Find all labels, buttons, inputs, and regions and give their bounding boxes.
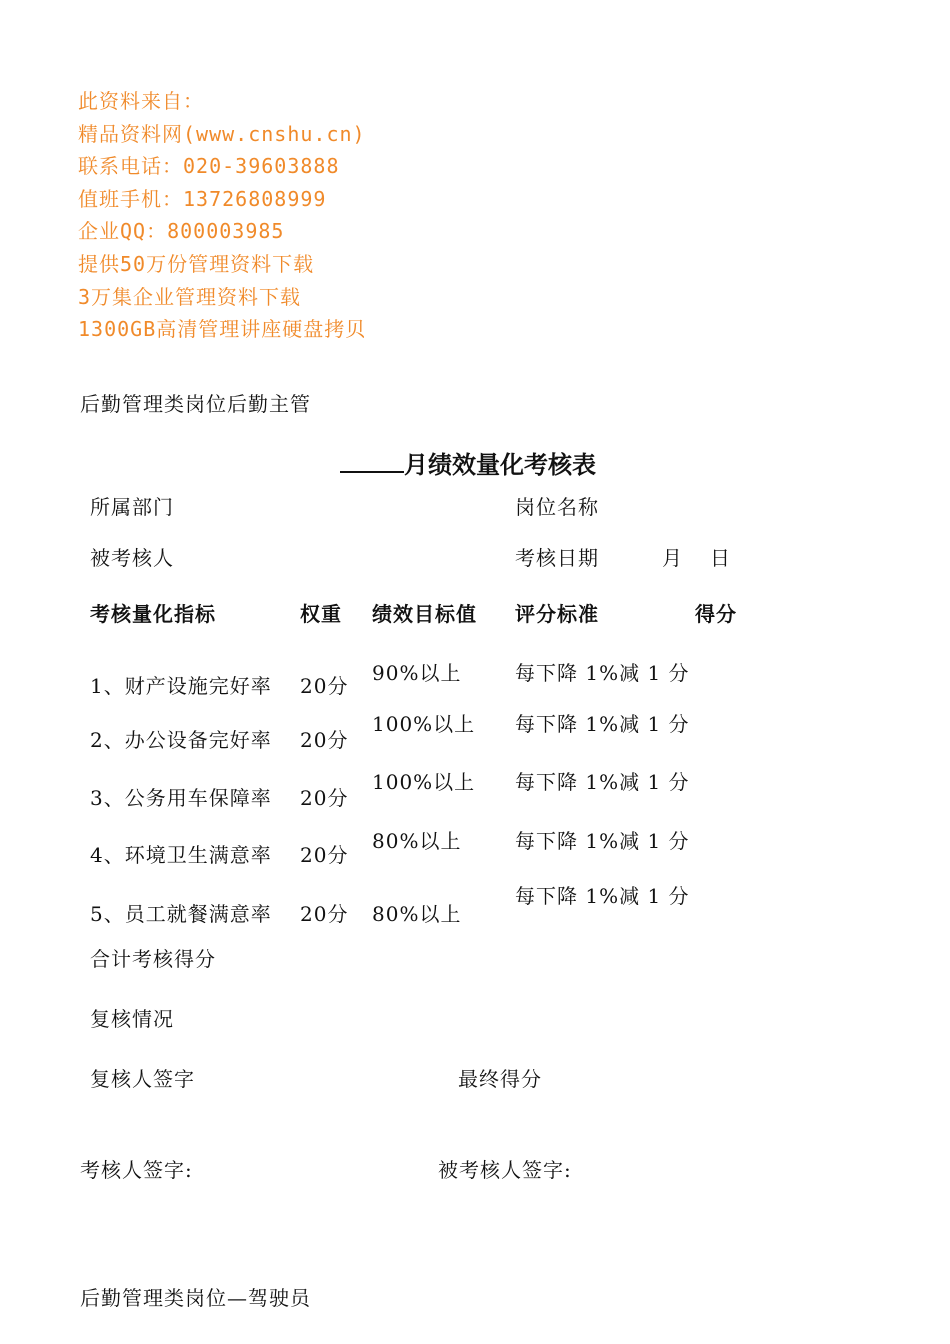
source-line: 值班手机：13726808999 [78,186,327,211]
row-indicator: 3、公务用车保障率 [90,786,272,810]
row-criteria: 每下降 1%减 1 分 [515,661,690,685]
date-label: 考核日期 [515,546,599,570]
row-target: 100%以上 [372,770,476,794]
row-indicator: 4、环境卫生满意率 [90,843,272,867]
section-heading: 后勤管理类岗位后勤主管 [80,392,311,416]
row-indicator: 5、员工就餐满意率 [90,902,272,926]
row-criteria: 每下降 1%减 1 分 [515,712,690,736]
row-criteria: 每下降 1%减 1 分 [515,770,690,794]
month-label: 月 [662,546,683,570]
header-indicator: 考核量化指标 [90,602,216,626]
row-criteria: 每下降 1%减 1 分 [515,884,690,908]
header-score: 得分 [695,602,737,626]
source-line: 企业QQ：800003985 [78,219,285,244]
source-line: 此资料来自： [78,89,204,113]
row-indicator: 2、办公设备完好率 [90,728,272,752]
section-heading: 后勤管理类岗位—驾驶员 [80,1286,311,1310]
total-score-label: 合计考核得分 [90,947,216,971]
row-indicator: 1、财产设施完好率 [90,674,272,698]
row-weight: 20分 [300,728,349,752]
position-label: 岗位名称 [515,495,599,519]
source-line: 联系电话：020-39603888 [78,154,340,179]
source-info-block [78,86,366,347]
final-score-label: 最终得分 [458,1067,542,1091]
dept-label: 所属部门 [90,495,174,519]
header-target: 绩效目标值 [372,602,477,626]
month-blank [340,449,404,473]
source-line: 精品资料网(www.cnshu.cn) [78,121,366,146]
row-weight: 20分 [300,674,349,698]
header-weight: 权重 [300,602,342,626]
source-line: 提供50万份管理资料下载 [78,251,315,276]
source-line: 1300GB高清管理讲座硬盘拷贝 [78,317,367,342]
day-label: 日 [710,546,731,570]
source-line: 3万集企业管理资料下载 [78,284,302,309]
assessor-sign-label: 考核人签字: [80,1158,193,1182]
row-criteria: 每下降 1%减 1 分 [515,829,690,853]
row-target: 100%以上 [372,712,476,736]
header-criteria: 评分标准 [515,602,599,626]
row-target: 80%以上 [372,829,462,853]
row-weight: 20分 [300,786,349,810]
row-weight: 20分 [300,902,349,926]
form-title-text: 月绩效量化考核表 [404,451,596,479]
assessee-label: 被考核人 [90,546,174,570]
row-target: 90%以上 [372,661,462,685]
form-title [340,445,596,480]
row-weight: 20分 [300,843,349,867]
row-target: 80%以上 [372,902,462,926]
review-label: 复核情况 [90,1007,174,1031]
assessee-sign-label: 被考核人签字: [438,1158,572,1182]
reviewer-sign-label: 复核人签字 [90,1067,195,1091]
